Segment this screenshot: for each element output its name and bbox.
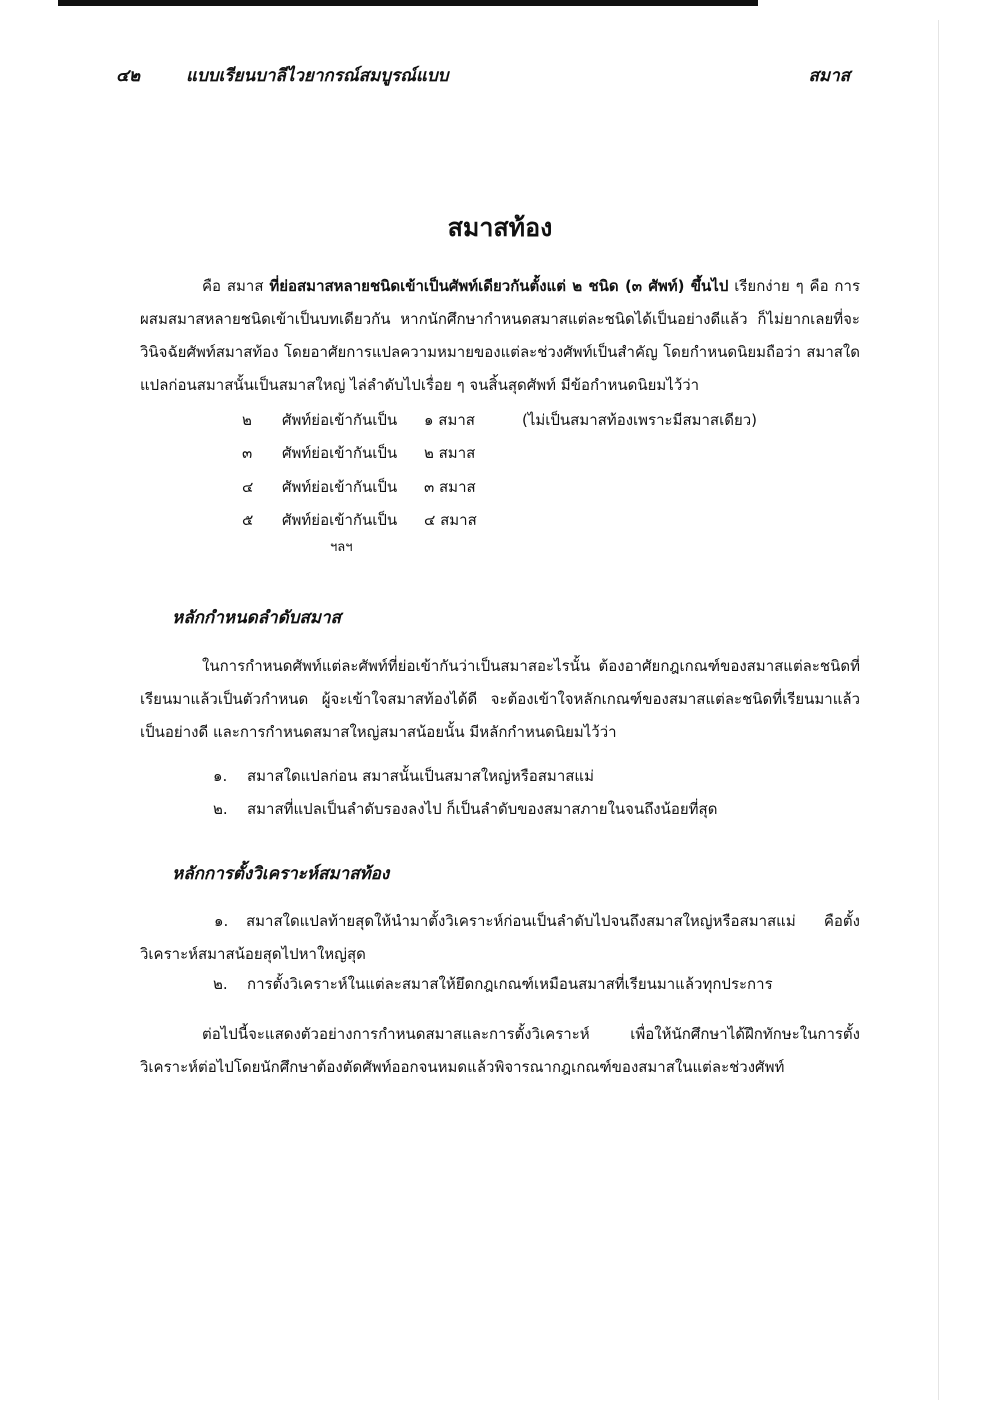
book-title: แบบเรียนบาลีไวยากรณ์สมบูรณ์แบบ: [186, 66, 449, 86]
order-rule-item: [213, 797, 717, 821]
scan-edge-top: [58, 0, 758, 6]
intro-rest: เรียกง่าย ๆ คือ การผสมสมาสหลายชนิดเข้าเป็นบทเดียวกัน หากนักศึกษากำหนดสมาสแต่ละชนิดได้เป็นอย่างดีแล้ว ก็ไม่ยากเลยที่จะวินิจฉัยศัพท์สมาสท้อง โดยอาศัยการแปลความหมายของแต่ละช่วงศัพท์เป็นสำคัญ โดยกำหนดนิยมถือว่า สมาสใดแปลก่อนสมาสนั้นเป็นสมาสใหญ่ ไล่ลำดับไปเรื่อย ๆ จนสิ้นสุดศัพท์ มีข้อกำหนดนิยมไว้ว่า: [140, 277, 860, 394]
item-text: การตั้งวิเคราะห์ในแต่ละสมาสให้ยึดกฎเกณฑ์เหมือนสมาสที่เรียนมาแล้วทุกประการ: [247, 975, 773, 993]
item-number: ๒.: [213, 975, 228, 993]
rule-result: ๑ สมาส: [424, 411, 475, 429]
chapter-title: สมาสท้อง: [447, 213, 553, 242]
rule-label: ศัพท์ย่อเข้ากันเป็น: [282, 411, 398, 429]
rule-count: ๕: [242, 511, 254, 529]
item-text: สมาสใดแปลท้ายสุดให้นำมาตั้งวิเคราะห์ก่อนเป็นลำดับไปจนถึงสมาสใหญ่หรือสมาสแม่ คือตั้งวิเคราะห์สมาสน้อยสุดไปหาใหญ่สุด: [140, 912, 860, 963]
section-heading-order: หลักกำหนดลำดับสมาส: [172, 608, 341, 628]
item-number: ๑.: [213, 767, 228, 785]
intro-paragraph: [140, 270, 860, 402]
intro-lead: คือ สมาส: [202, 277, 270, 295]
analysis-item-2: [213, 972, 773, 996]
rule-count: ๒: [242, 411, 252, 429]
analysis-item-1: [140, 905, 860, 971]
item-text: สมาสที่แปลเป็นลำดับรองลงไป ก็เป็นลำดับของสมาสภายในจนถึงน้อยที่สุด: [247, 800, 718, 818]
etc-mark: ฯลฯ: [330, 540, 353, 555]
rule-label: ศัพท์ย่อเข้ากันเป็น: [282, 478, 398, 496]
rule-count: ๓: [242, 444, 253, 462]
item-number: ๒.: [213, 800, 228, 818]
intro-definition: ที่ย่อสมาสหลายชนิดเข้าเป็นศัพท์เดียวกันตั้งแต่ ๒ ชนิด (๓ ศัพท์) ขึ้นไป: [269, 277, 729, 295]
page-number: ๔๒: [116, 66, 141, 86]
closing-paragraph: [140, 1018, 860, 1084]
order-paragraph-text: ในการกำหนดศัพท์แต่ละศัพท์ที่ย่อเข้ากันว่าเป็นสมาสอะไรนั้น ต้องอาศัยกฎเกณฑ์ของสมาสแต่ละชนิดที่เรียนมาแล้วเป็นตัวกำหนด ผู้จะเข้าใจสมาสท้องได้ดี จะต้องเข้าใจหลักเกณฑ์ของสมาสแต่ละชนิดที่เรียนมาแล้วเป็นอย่างดี และการกำหนดสมาสใหญ่สมาสน้อยนั้น มีหลักกำหนดนิยมไว้ว่า: [140, 657, 860, 741]
rule-result: ๒ สมาส: [424, 444, 476, 462]
rule-result: ๓ สมาส: [424, 478, 476, 496]
rule-result: ๔ สมาส: [424, 511, 477, 529]
section-heading-analysis: หลักการตั้งวิเคราะห์สมาสท้อง: [172, 864, 390, 884]
rule-note: (ไม่เป็นสมาสท้องเพราะมีสมาสเดียว): [522, 411, 758, 429]
section-name: สมาส: [808, 66, 850, 86]
order-rule-item: [213, 764, 594, 788]
closing-text: ต่อไปนี้จะแสดงตัวอย่างการกำหนดสมาสและการตั้งวิเคราะห์ เพื่อให้นักศึกษาได้ฝึกทักษะในการตั้งวิเคราะห์ต่อไปโดยนักศึกษาต้องตัดศัพท์ออกจนหมดแล้วพิจารณากฎเกณฑ์ของสมาสในแต่ละช่วงศัพท์: [140, 1025, 860, 1076]
item-text: สมาสใดแปลก่อน สมาสนั้นเป็นสมาสใหญ่หรือสมาสแม่: [247, 767, 594, 785]
rule-count: ๔: [242, 478, 254, 496]
rule-label: ศัพท์ย่อเข้ากันเป็น: [282, 444, 398, 462]
rule-label: ศัพท์ย่อเข้ากันเป็น: [282, 511, 398, 529]
order-paragraph: [140, 650, 860, 749]
item-number: ๑.: [214, 912, 229, 930]
